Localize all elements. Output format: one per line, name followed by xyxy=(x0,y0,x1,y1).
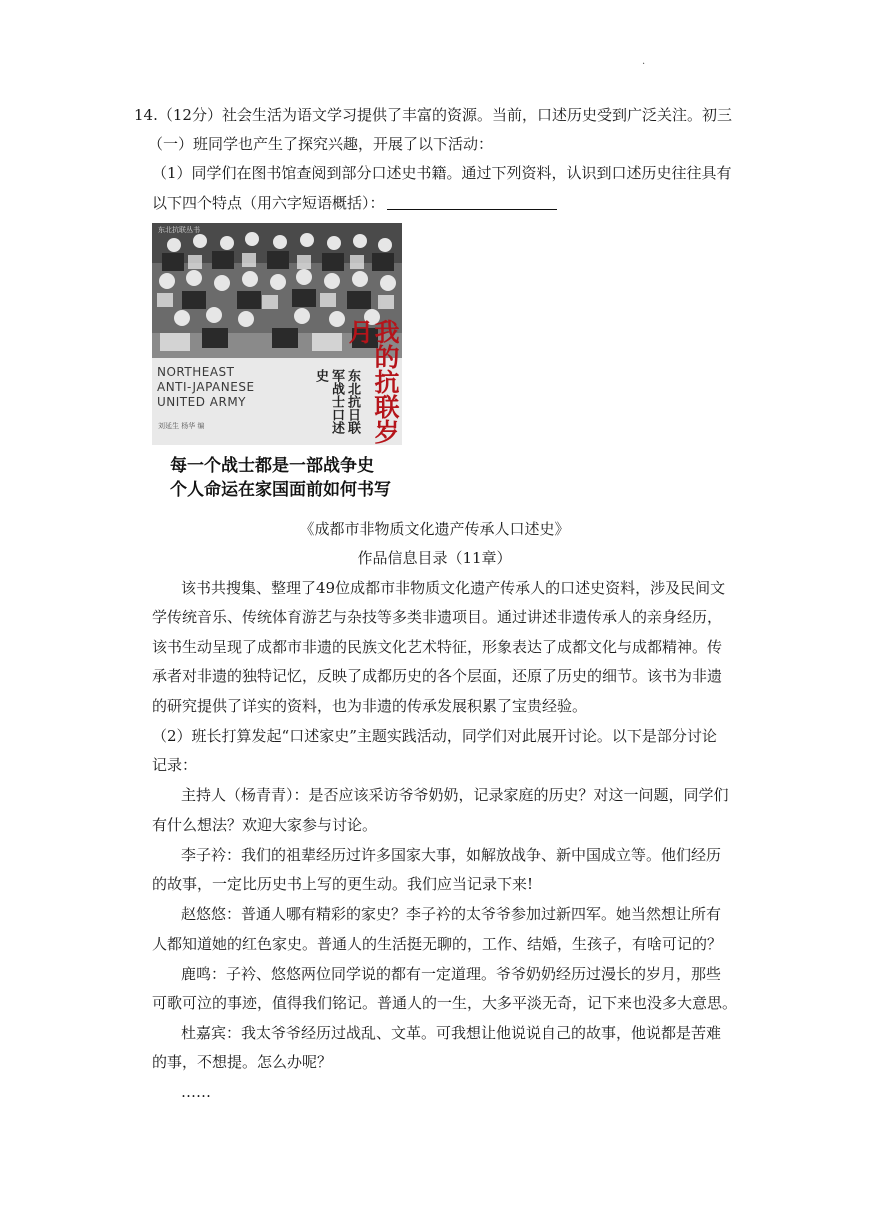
discussion-line-2: 有什么想法？欢迎大家参与讨论。 xyxy=(152,816,378,834)
cover-en-line-3: UNITED ARMY xyxy=(157,395,246,409)
discussion-line-9: 杜嘉宾：我太爷爷经历过战乱、文革。可我想让他说说自己的故事，他说都是苦难 xyxy=(181,1024,722,1042)
discussion-line-4: 的故事，一定比历史书上写的更生动。我们应当记录下来! xyxy=(152,875,534,893)
answer-blank[interactable] xyxy=(387,194,557,210)
cover-red-title: 我的抗联岁月 xyxy=(345,319,400,444)
cover-slogan-1: 每一个战士都是一部战争史 xyxy=(170,456,374,476)
paragraph-line-3: 该书生动呈现了成都市非遗的民族文化艺术特征，形象表达了成都文化与成都精神。传 xyxy=(152,638,723,656)
cover-english-title xyxy=(157,365,255,410)
discussion-line-8: 可歌可泣的事迹，值得我们铭记。普通人的一生，大多平淡无奇，记下来也没多大意思。 xyxy=(152,994,738,1012)
discussion-line-6: 人都知道她的红色家史。普通人的生活挺无聊的，工作、结婚，生孩子，有啥可记的？ xyxy=(152,935,723,953)
paragraph-line-2: 学传统音乐、传统体育游艺与杂技等多类非遗项目。通过讲述非遗传承人的亲身经历， xyxy=(152,608,723,626)
discussion-line-1: 主持人（杨青青）：是否应该采访爷爷奶奶，记录家庭的历史？对这一问题，同学们 xyxy=(181,786,729,804)
question-line-1: 14.（12分）社会生活为语文学习提供了丰富的资源。当前，口述历史受到广泛关注。初三 xyxy=(134,106,732,124)
cover-en-line-2: ANTI-JAPANESE xyxy=(157,380,255,394)
book2-title: 《成都市非物质文化遗产传承人口述史》 xyxy=(299,520,570,538)
discussion-line-3: 李子衿：我们的祖辈经历过许多国家大事，如解放战争、新中国成立等。他们经历 xyxy=(181,846,722,864)
paragraph-line-4: 承者对非遗的独特记忆，反映了成都历史的各个层面，还原了历史的细节。该书为非遗 xyxy=(152,667,723,685)
discussion-line-10: 的事，不想提。怎么办呢？ xyxy=(152,1053,333,1071)
book2-subtitle: 作品信息目录（11章） xyxy=(357,549,512,567)
q2-line-2: 记录： xyxy=(152,756,198,774)
paragraph-line-1: 该书共搜集、整理了49位成都市非物质文化遗产传承人的口述史资料，涉及民间文 xyxy=(181,579,726,597)
cover-subtitle: 东北抗日联军战士口述史 xyxy=(313,369,360,434)
discussion-line-7: 鹿鸣：子衿、悠悠两位同学说的都有一定道理。爷爷奶奶经历过漫长的岁月，那些 xyxy=(181,965,722,983)
paragraph-line-5: 的研究提供了详实的资料，也为非遗的传承发展积累了宝贵经验。 xyxy=(152,697,588,715)
cover-author: 刘延生 杨华 编 xyxy=(158,422,205,430)
question-line-2: （一）班同学也产生了探究兴趣，开展了以下活动： xyxy=(148,135,494,153)
q2-line-1: （2）班长打算发起“口述家史”主题实践活动，同学们对此展开讨论。以下是部分讨论 xyxy=(152,727,717,745)
cover-series-label: 东北抗联丛书 xyxy=(158,226,200,234)
book-cover-image xyxy=(152,223,402,445)
cover-slogan-2: 个人命运在家国面前如何书写 xyxy=(170,480,391,500)
cover-en-line-1: NORTHEAST xyxy=(157,365,235,379)
q1-line-2-text: 以下四个特点（用六字短语概括）： xyxy=(152,194,385,212)
corner-dot: . xyxy=(642,56,646,67)
q1-line-1: （1）同学们在图书馆查阅到部分口述史书籍。通过下列资料，认识到口述历史往往具有 xyxy=(152,164,732,182)
discussion-line-5: 赵悠悠：普通人哪有精彩的家史？李子衿的太爷爷参加过新四军。她当然想让所有 xyxy=(181,905,722,923)
q1-line-2 xyxy=(152,193,557,213)
ellipsis: …… xyxy=(181,1083,211,1101)
